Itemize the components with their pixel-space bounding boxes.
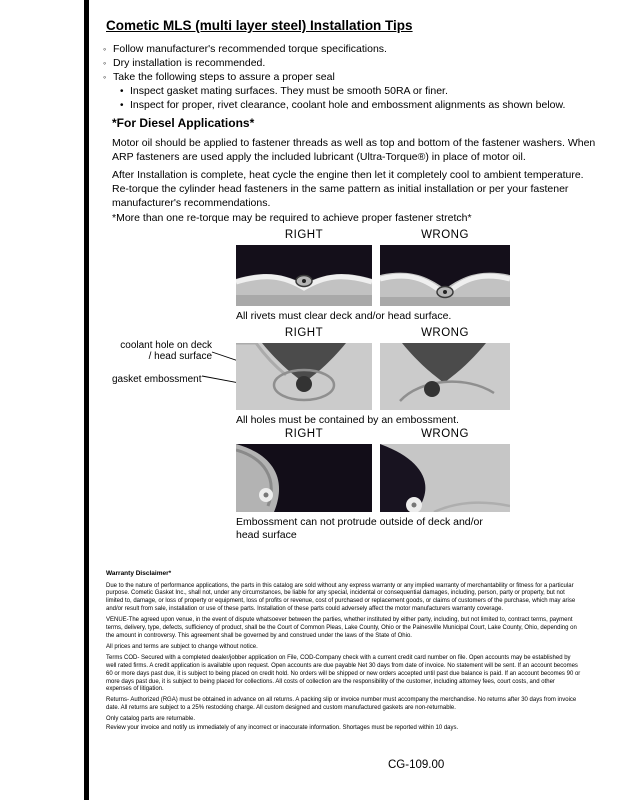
diagram-rivet-wrong-image: [380, 245, 510, 306]
wrong-label: WRONG: [421, 428, 469, 440]
warranty-paragraph: Terms COD- Secured with a completed dealer/jobber application on File, COD-Company check with a current credit card number on file. Open accounts may be established by well rated firms. A credit application is available upon request. Open accounts are due payable Net 30 days from date of invoice. No statement will be sent. If an account becomes 60 or more days past due, it is subject to being placed on credit hold. No orders will be shipped or new orders accepted until past due balance is paid. If an account becomes 90 or more days past due, it is subject to being placed for collections. All costs of collection are the responsibility of the customer, including attorney fees, court costs, and other expenses of litigation.: [106, 654, 581, 693]
list-item: [103, 71, 608, 84]
left-margin-rule: [84, 0, 89, 800]
diesel-applications-heading: *For Diesel Applications*: [112, 116, 255, 130]
diagram-caption: Embossment can not protrude outside of deck and/or head surface: [236, 516, 483, 541]
installation-tips-list: [103, 43, 608, 113]
right-label: RIGHT: [284, 428, 324, 440]
list-item: [120, 85, 608, 98]
embossment-right-graphic: [236, 343, 372, 410]
bullet-icon: ◦: [103, 58, 107, 68]
warranty-paragraph: VENUE-The agreed upon venue, in the event of dispute whatsoever between the parties, whether instituted by either party, including, but not limited to, contract terms, payment terms, delivery, type, defects, sufficiency of product, shall be the Court of Common Pleas, Lake County, Ohio or the Painesville Municipal Court, Lake County, Ohio, depending on the amount in controversy. This agreement shall be governed by and construed under the laws of the State of Ohio.: [106, 617, 577, 640]
tip-text: Take the following steps to assure a proper seal: [113, 71, 335, 83]
sub-bullet-icon: •: [120, 100, 124, 111]
right-label: RIGHT: [284, 327, 324, 339]
tip-text: Inspect gasket mating surfaces. They must be smooth 50RA or finer.: [130, 85, 448, 97]
diagram-embossment-wrong-image: [380, 343, 510, 410]
rivet-wrong-graphic: [380, 245, 510, 306]
diagram-rivet-right-image: [236, 245, 372, 306]
protrusion-right-graphic: [236, 444, 372, 512]
warranty-paragraph: Due to the nature of performance applications, the parts in this catalog are sold without any express warranty or any implied warranty of merchantability or fitness for a particular purpose. Cometic Gasket Inc., shall not, under any circumstances, be liable for any special, incidental or consequential damages, including, person, party or property, but not limited to, damage, or loss of property or equipment, loss of profits or revenue, cost of purchased or replacement goods, or claims of customers of the purchase, which may arise and/or result from sale, installation or use of these parts. Installation of these parts could adversely affect the motor manufacturers warranty coverage.: [106, 582, 576, 613]
wrong-label: WRONG: [421, 229, 469, 241]
tip-text: Follow manufacturer's recommended torque specifications.: [113, 43, 387, 55]
embossment-wrong-graphic: [380, 343, 510, 410]
page-code: CG-109.00: [388, 759, 445, 771]
list-item: [120, 99, 608, 112]
diagram-caption: All holes must be contained by an embossment.: [236, 414, 459, 426]
tip-text: Inspect for proper, rivet clearance, coolant hole and embossment alignments as shown below.: [130, 99, 566, 111]
bullet-icon: ◦: [103, 72, 107, 82]
list-item: [103, 57, 608, 70]
diagram-protrusion-wrong-image: [380, 444, 510, 512]
warranty-heading: Warranty Disclaimer*: [106, 570, 172, 577]
diagram-caption: All rivets must clear deck and/or head surface.: [236, 310, 452, 322]
warranty-paragraph: Review your invoice and notify us immediately of any incorrect or inaccurate information. Shortages must be reported within 10 days.: [106, 724, 459, 731]
warranty-paragraph: Only catalog parts are returnable.: [106, 716, 196, 723]
diesel-paragraph: After Installation is complete, heat cycle the engine then let it completely cool to ambient temperature. Re-torque the cylinder head fasteners in the same pattern as initial installation or per your fastener manufacturer's recommendations.: [112, 169, 584, 209]
wrong-label: WRONG: [421, 327, 469, 339]
protrusion-wrong-graphic: [380, 444, 510, 512]
diesel-paragraph: Motor oil should be applied to fastener threads as well as top and bottom of the fastener washers. When ARP fasteners are used apply the included lubricant (Ultra-Torque®) in place of motor oil.: [112, 137, 596, 163]
diagram-embossment-right-image: [236, 343, 372, 410]
tip-text: Dry installation is recommended.: [113, 57, 266, 69]
warranty-paragraph: Returns- Authorized (RGA) must be obtained in advance on all returns. A packing slip or invoice number must accompany the merchandise. No returns after 30 days from invoice date. All returns are subject to a 25% restocking charge. All custom designed and custom manufactured gaskets are non-returnable.: [106, 697, 577, 712]
warranty-disclaimer: [106, 570, 582, 735]
warranty-paragraph: All prices and terms are subject to change without notice.: [106, 643, 258, 650]
annotation-gasket-embossment: gasket embossment: [112, 374, 202, 385]
diagram-protrusion-right-image: [236, 444, 372, 512]
right-label: RIGHT: [284, 229, 324, 241]
sub-bullet-icon: •: [120, 86, 124, 97]
rivet-right-graphic: [236, 245, 372, 306]
page-title: Cometic MLS (multi layer steel) Installation Tips: [106, 18, 413, 33]
bullet-icon: ◦: [103, 44, 107, 54]
annotation-coolant-hole: coolant hole on deck / head surface: [120, 340, 212, 362]
retorque-note: *More than one re-torque may be required to achieve proper fastener stretch*: [112, 212, 472, 224]
list-item: [103, 43, 608, 56]
